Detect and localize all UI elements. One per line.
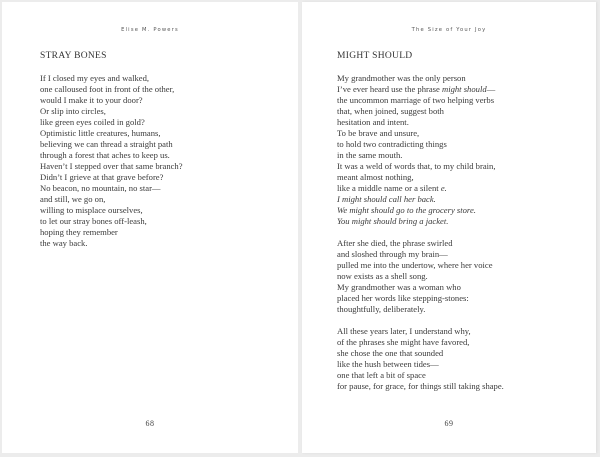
italic-text: might should (441, 84, 487, 94)
poem-body (40, 73, 183, 249)
poem-line: she chose the one that sounded (337, 348, 444, 358)
poem-line: like the hush between tides— (337, 359, 439, 369)
poem-line (337, 183, 504, 194)
page-number: 68 (145, 419, 155, 428)
poem-line: I might should call her back. (337, 194, 436, 204)
poem-line: that, when joined, suggest both (337, 106, 444, 116)
running-head-author: Elise M. Powers (121, 27, 179, 33)
poem-line: It was a weld of words that, to my child brain, (337, 161, 496, 171)
poem-line: the way back. (40, 238, 88, 248)
poem-line: Haven’t I stepped over that same branch? (40, 161, 183, 171)
poem-line: believing we can thread a straight path (40, 139, 173, 149)
poem-line: To be brave and unsure, (337, 128, 420, 138)
poem-line: to let our stray bones off-leash, (40, 216, 147, 226)
poem-line: All these years later, I understand why, (337, 326, 471, 336)
poem-title: STRAY BONES (40, 51, 107, 61)
poem-line (337, 84, 504, 95)
stanza-break (337, 227, 504, 238)
poem-line: After she died, the phrase swirled (337, 238, 453, 248)
running-head-book-title: The Size of Your Joy (411, 27, 487, 33)
poem-line: and sloshed through my brain— (337, 249, 448, 259)
poem-line: would I make it to your door? (40, 95, 143, 105)
poem-line: one calloused foot in front of the other, (40, 84, 175, 94)
poem-line: of the phrases she might have favored, (337, 337, 470, 347)
poem-line: My grandmother was the only person (337, 73, 466, 83)
poem-line: willing to misplace ourselves, (40, 205, 143, 215)
poem-line: hoping they remember (40, 227, 118, 237)
text: like a middle name or a silent (337, 183, 441, 193)
text: I’ve ever heard use the phrase (337, 84, 442, 94)
poem-line: through a forest that aches to keep us. (40, 150, 170, 160)
poem-line: Or slip into circles, (40, 106, 106, 116)
left-page (2, 2, 298, 453)
poem-line: one that left a bit of space (337, 370, 426, 380)
poem-line: thoughtfully, deliberately. (337, 304, 426, 314)
poem-line: pulled me into the undertow, where her voice (337, 260, 493, 270)
italic-text: e. (440, 183, 447, 193)
poem-line: Optimistic little creatures, humans, (40, 128, 161, 138)
poem-body (337, 73, 504, 392)
poem-line: We might should go to the grocery store. (337, 205, 476, 215)
poem-line: If I closed my eyes and walked, (40, 73, 150, 83)
poem-line: My grandmother was a woman who (337, 282, 461, 292)
poem-line: placed her words like stepping-stones: (337, 293, 469, 303)
poem-line: Didn’t I grieve at that grave before? (40, 172, 164, 182)
right-page (302, 2, 596, 453)
poem-line: You might should bring a jacket. (337, 216, 449, 226)
poem-line: to hold two contradicting things (337, 139, 447, 149)
text: — (486, 84, 496, 94)
poem-line: in the same mouth. (337, 150, 403, 160)
poem-title: MIGHT SHOULD (337, 51, 413, 61)
poem-line: like green eyes coiled in gold? (40, 117, 145, 127)
stanza-break (337, 315, 504, 326)
poem-line: the uncommon marriage of two helping verbs (337, 95, 495, 105)
poem-line: meant almost nothing, (337, 172, 414, 182)
poem-line: and still, we go on, (40, 194, 106, 204)
poem-line: hesitation and intent. (337, 117, 409, 127)
poem-line: for pause, for grace, for things still taking shape. (337, 381, 504, 391)
page-number: 69 (444, 419, 454, 428)
poem-line: now exists as a shell song. (337, 271, 428, 281)
poem-line: No beacon, no mountain, no star— (40, 183, 161, 193)
